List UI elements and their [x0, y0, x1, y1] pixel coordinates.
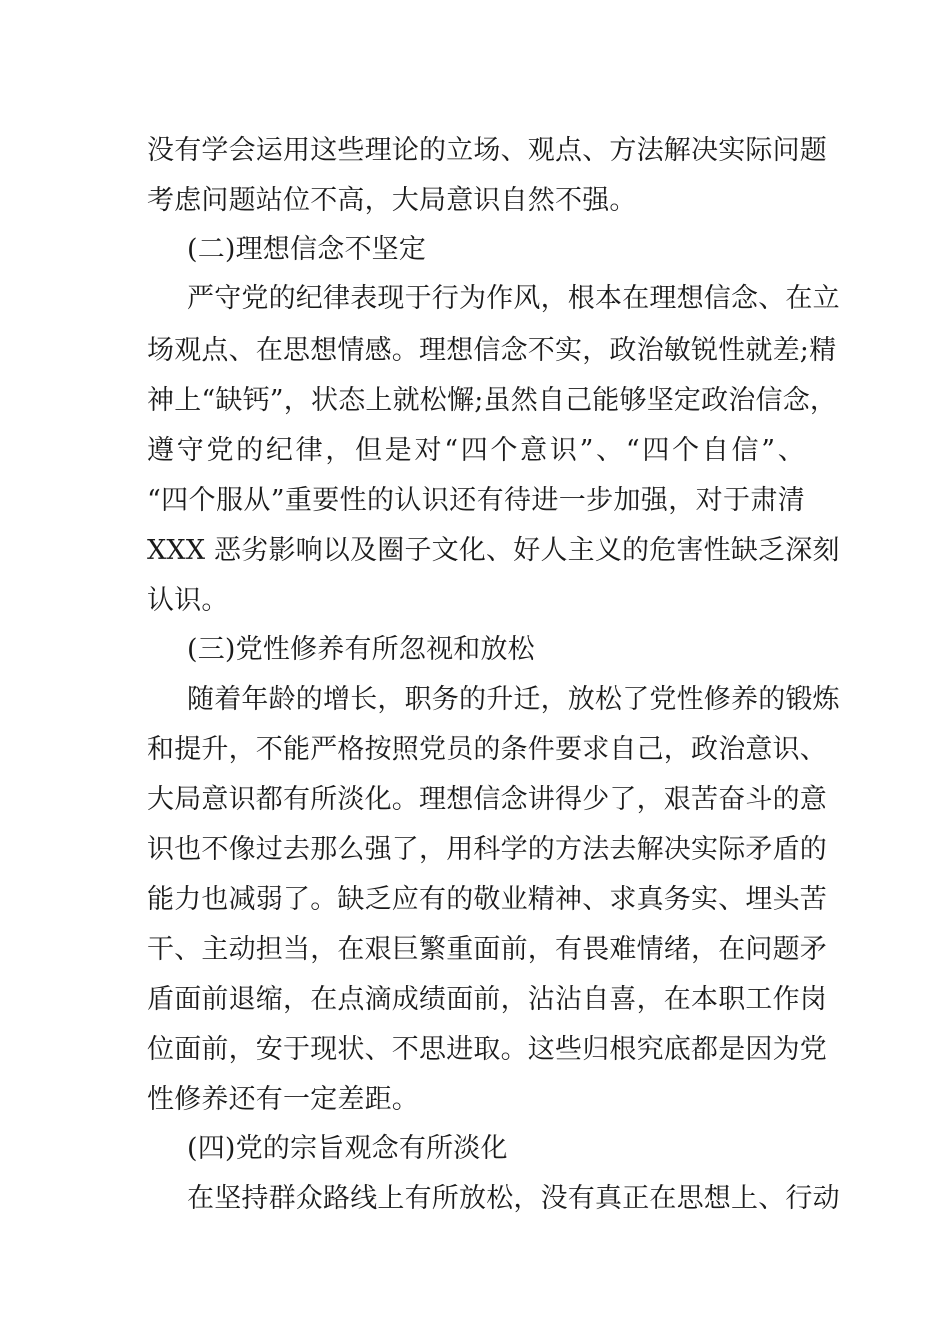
- body-line: 没有学会运用这些理论的立场、观点、方法解决实际问题: [147, 135, 827, 166]
- body-line: 场观点、在思想情感。理想信念不实，政治敏锐性就差;精: [147, 335, 837, 366]
- body-line: 识也不像过去那么强了，用科学的方法去解决实际矛盾的: [147, 834, 827, 865]
- body-line: 盾面前退缩，在点滴成绩面前，沾沾自喜，在本职工作岗: [147, 984, 827, 1015]
- section-heading-3: (三)党性修养有所忽视和放松: [187, 634, 535, 665]
- body-line: XXX 恶劣影响以及圈子文化、好人主义的危害性缺乏深刻: [147, 535, 840, 566]
- body-line: 在坚持群众路线上有所放松，没有真正在思想上、行动: [187, 1183, 840, 1214]
- body-line: 随着年龄的增长，职务的升迁，放松了党性修养的锻炼: [187, 684, 840, 715]
- body-line: 和提升，不能严格按照党员的条件要求自己，政治意识、: [147, 734, 827, 765]
- body-line: 大局意识都有所淡化。理想信念讲得少了，艰苦奋斗的意: [147, 784, 827, 815]
- section-heading-2: (二)理想信念不坚定: [187, 234, 427, 265]
- body-line: 性修养还有一定差距。: [147, 1084, 419, 1115]
- section-heading-4: (四)党的宗旨观念有所淡化: [187, 1133, 508, 1164]
- body-line: 严守党的纪律表现于行为作风，根本在理想信念、在立: [187, 283, 840, 314]
- body-line: 考虑问题站位不高，大局意识自然不强。: [147, 185, 637, 216]
- body-line: 能力也减弱了。缺乏应有的敬业精神、求真务实、埋头苦: [147, 884, 827, 915]
- body-line: 干、主动担当，在艰巨繁重面前，有畏难情绪，在问题矛: [147, 934, 827, 965]
- body-line: 神上“缺钙”，状态上就松懈;虽然自己能够坚定政治信念，: [147, 385, 838, 416]
- body-line: 遵守党的纪律，但是对“四个意识”、“四个自信”、: [147, 435, 805, 466]
- body-line: 认识。: [147, 585, 229, 616]
- body-line: “四个服从”重要性的认识还有待进一步加强，对于肃清: [147, 485, 805, 516]
- body-line: 位面前，安于现状、不思进取。这些归根究底都是因为党: [147, 1034, 827, 1065]
